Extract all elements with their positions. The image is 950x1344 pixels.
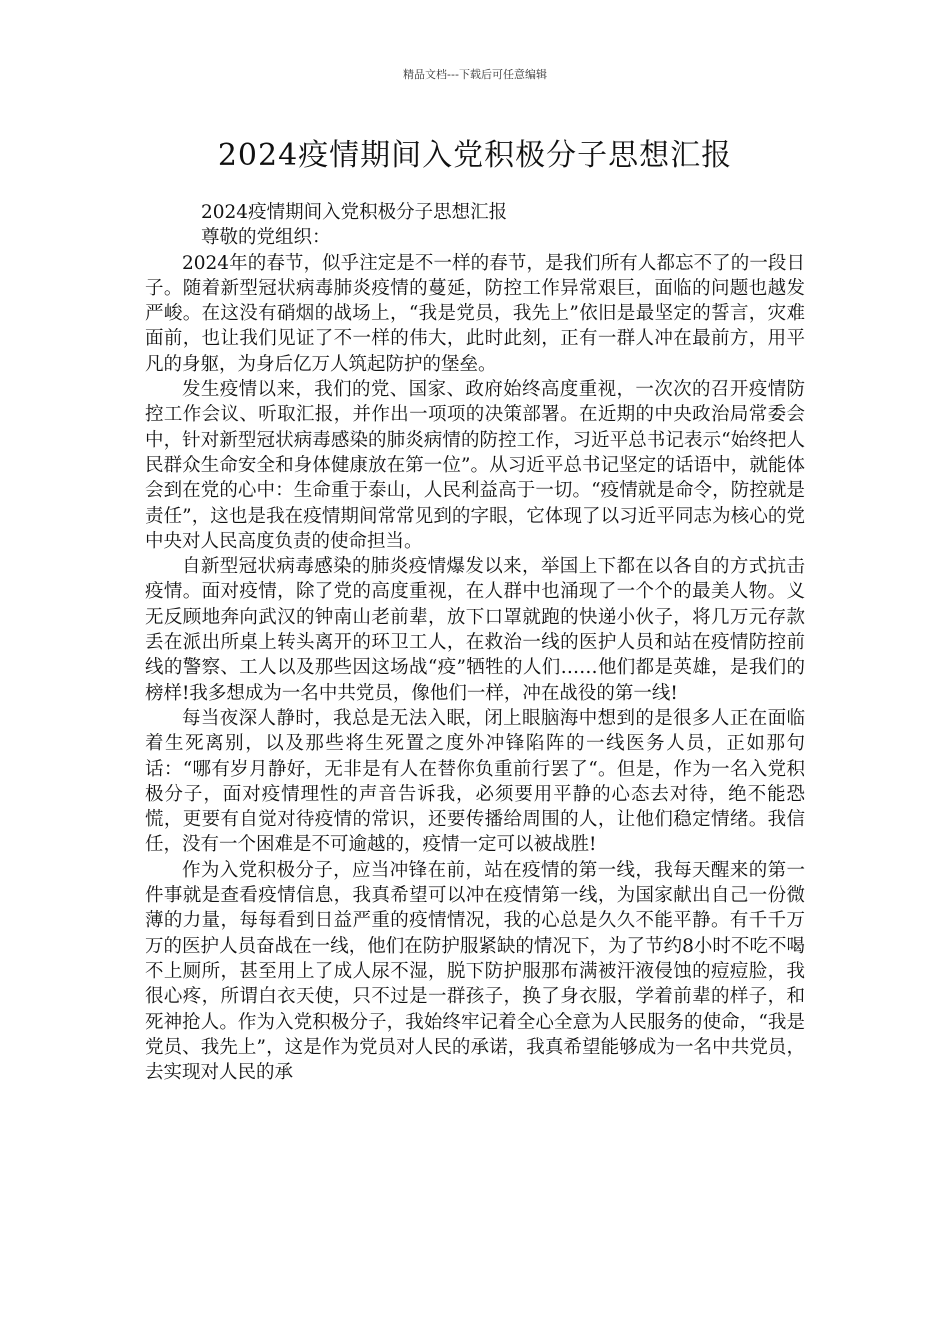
document-body xyxy=(145,200,805,1085)
document-subtitle: 2024疫情期间入党积极分子思想汇报 xyxy=(201,202,508,223)
salutation: 尊敬的党组织： xyxy=(201,227,331,249)
document-title: 2024疫情期间入党积极分子思想汇报 xyxy=(217,138,733,173)
paragraph-3: 自新型冠状病毒感染的肺炎疫情爆发以来，举国上下都在以各自的方式抗击疫情。面对疫情，除了党的高度重视，在人群中也涌现了一个个的最美人物。义无反顾地奔向武汉的钟南山老前辈，放下口罩就跑的快递小伙子，将几万元存款丢在派出所桌上转头离开的环卫工人，在救治一线的医护人员和站在疫情防控前线的警察、工人以及那些因这场战“疫”牺牲的人们……他们都是英雄，是我们的榜样!我多想成为一名中共党员，像他们一样，冲在战役的第一线! xyxy=(145,556,805,704)
paragraph-4: 每当夜深人静时，我总是无法入眠，闭上眼脑海中想到的是很多人正在面临着生死离别，以及那些将生死置之度外冲锋陷阵的一线医务人员，正如那句话：“哪有岁月静好，无非是有人在替你负重前行罢了“。但是，作为一名入党积极分子，面对疫情理性的声音告诉我，必须要用平静的心态去对待，绝不能恐慌，更要有自觉对待疫情的常识，还要传播给周围的人，让他们稳定情绪。我信任，没有一个困难是不可逾越的，疫情一定可以被战胜! xyxy=(145,707,805,856)
paragraph-1: 2024年的春节，似乎注定是不一样的春节，是我们所有人都忘不了的一段日子。随着新型冠状病毒肺炎疫情的蔓延，防控工作异常艰巨，面临的问题也越发严峻。在这没有硝烟的战场上，“我是党员，我先上”依旧是最坚定的誓言，灾难面前，也让我们见证了不一样的伟大，此时此刻，正有一群人冲在最前方，用平凡的身躯，为身后亿万人筑起防护的堡垒。 xyxy=(145,252,805,375)
page-header: 精品文档---下载后可任意编辑 xyxy=(403,68,547,81)
paragraph-2: 发生疫情以来，我们的党、国家、政府始终高度重视，一次次的召开疫情防控工作会议、听取汇报，并作出一项项的决策部署。在近期的中央政治局常委会中，针对新型冠状病毒感染的肺炎病情的防控工作，习近平总书记表示“始终把人民群众生命安全和身体健康放在第一位”。从习近平总书记坚定的话语中，就能体会到在党的心中：生命重于泰山，人民利益高于一切。“疫情就是命令，防控就是责任”，这也是我在疫情期间常常见到的字眼，它体现了以习近平同志为核心的党中央对人民高度负责的使命担当。 xyxy=(145,379,805,552)
paragraph-5: 作为入党积极分子，应当冲锋在前，站在疫情的第一线，我每天醒来的第一件事就是查看疫情信息，我真希望可以冲在疫情第一线，为国家献出自己一份微薄的力量，每每看到日益严重的疫情情况，我的心总是久久不能平静。有千千万万的医护人员奋战在一线，他们在防护服紧缺的情况下，为了节约8小时不吃不喝不上厕所，甚至用上了成人尿不湿，脱下防护服那布满被汗液侵蚀的痘痘脸，我很心疼，所谓白衣天使，只不过是一群孩子，换了身衣服，学着前辈的样子，和死神抢人。作为入党积极分子，我始终牢记着全心全意为人民服务的使命，“我是党员、我先上”，这是作为党员对人民的承诺，我真希望能够成为一名中共党员，去实现对人民的承 xyxy=(145,859,805,1084)
